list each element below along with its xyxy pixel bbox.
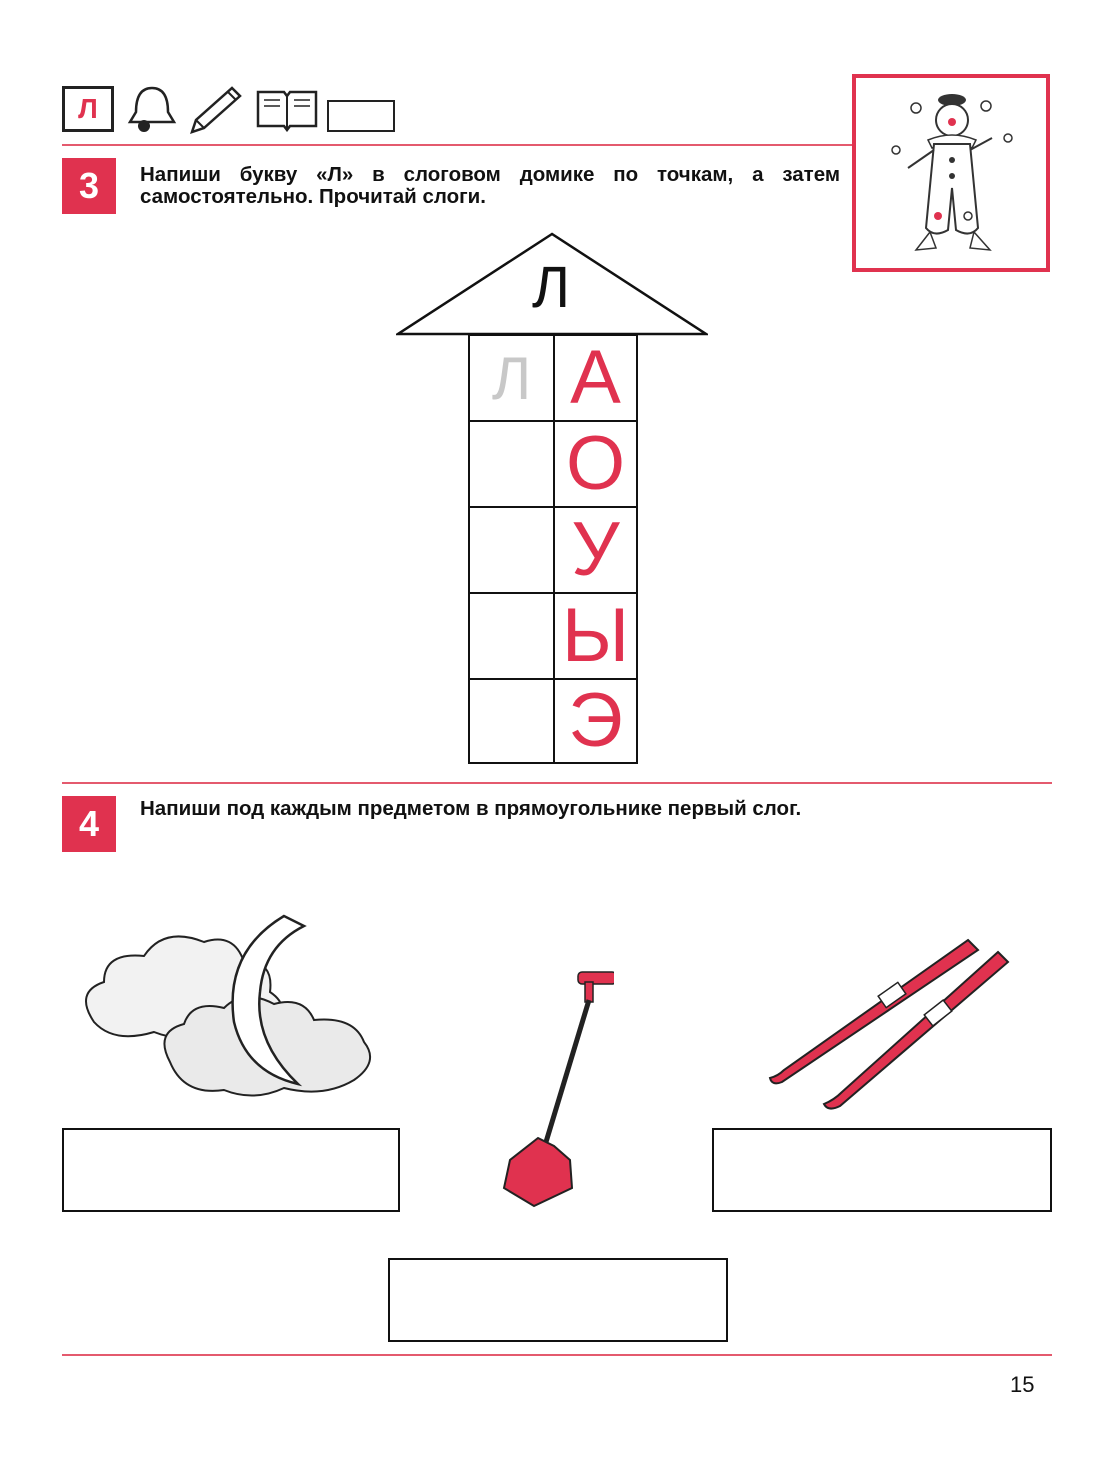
task-3-number: 3 xyxy=(62,158,116,214)
vowel-cell-5 xyxy=(553,678,638,764)
task-3-text: Напиши букву «Л» в слоговом домике по точкам, а затем самостоятельно. Прочитай слоги. xyxy=(140,163,840,208)
vowel-letter: У xyxy=(571,507,620,592)
consonant-cell-3[interactable] xyxy=(468,506,555,594)
vowel-letter: Ы xyxy=(561,593,630,678)
consonant-cell-5[interactable] xyxy=(468,678,555,764)
letter-box: Л xyxy=(62,86,114,132)
vowel-letter: Э xyxy=(568,678,623,763)
roof-letter: Л xyxy=(531,255,571,320)
traced-letter: Л xyxy=(491,344,532,412)
blank-box[interactable] xyxy=(327,100,395,132)
consonant-cell-1[interactable] xyxy=(468,334,555,422)
pencil-icon xyxy=(188,84,244,134)
book-icon xyxy=(254,86,320,132)
divider xyxy=(62,1354,1052,1356)
page-number: 15 xyxy=(1010,1372,1035,1397)
answer-box-skis[interactable] xyxy=(712,1128,1052,1212)
clown-picture xyxy=(852,74,1050,272)
bell-icon xyxy=(124,84,180,134)
consonant-cell-4[interactable] xyxy=(468,592,555,680)
moon-clouds-picture xyxy=(74,912,384,1112)
syllable-house xyxy=(468,334,638,764)
divider xyxy=(62,782,1052,784)
shovel-picture xyxy=(494,970,614,1210)
vowel-letter: А xyxy=(570,335,621,420)
task-4-number: 4 xyxy=(62,796,116,852)
task-4-text: Напиши под каждым предметом в прямоугольнике первый слог. xyxy=(140,797,802,820)
answer-box-shovel[interactable] xyxy=(388,1258,728,1342)
answer-box-moon[interactable] xyxy=(62,1128,400,1212)
vowel-letter: О xyxy=(565,421,626,506)
consonant-cell-2[interactable] xyxy=(468,420,555,508)
divider xyxy=(62,144,852,146)
vowel-cell-3 xyxy=(553,506,638,594)
skis-picture xyxy=(768,936,1018,1112)
vowel-cell-2 xyxy=(553,420,638,508)
vowel-cell-4 xyxy=(553,592,638,680)
vowel-cell-1 xyxy=(553,334,638,422)
